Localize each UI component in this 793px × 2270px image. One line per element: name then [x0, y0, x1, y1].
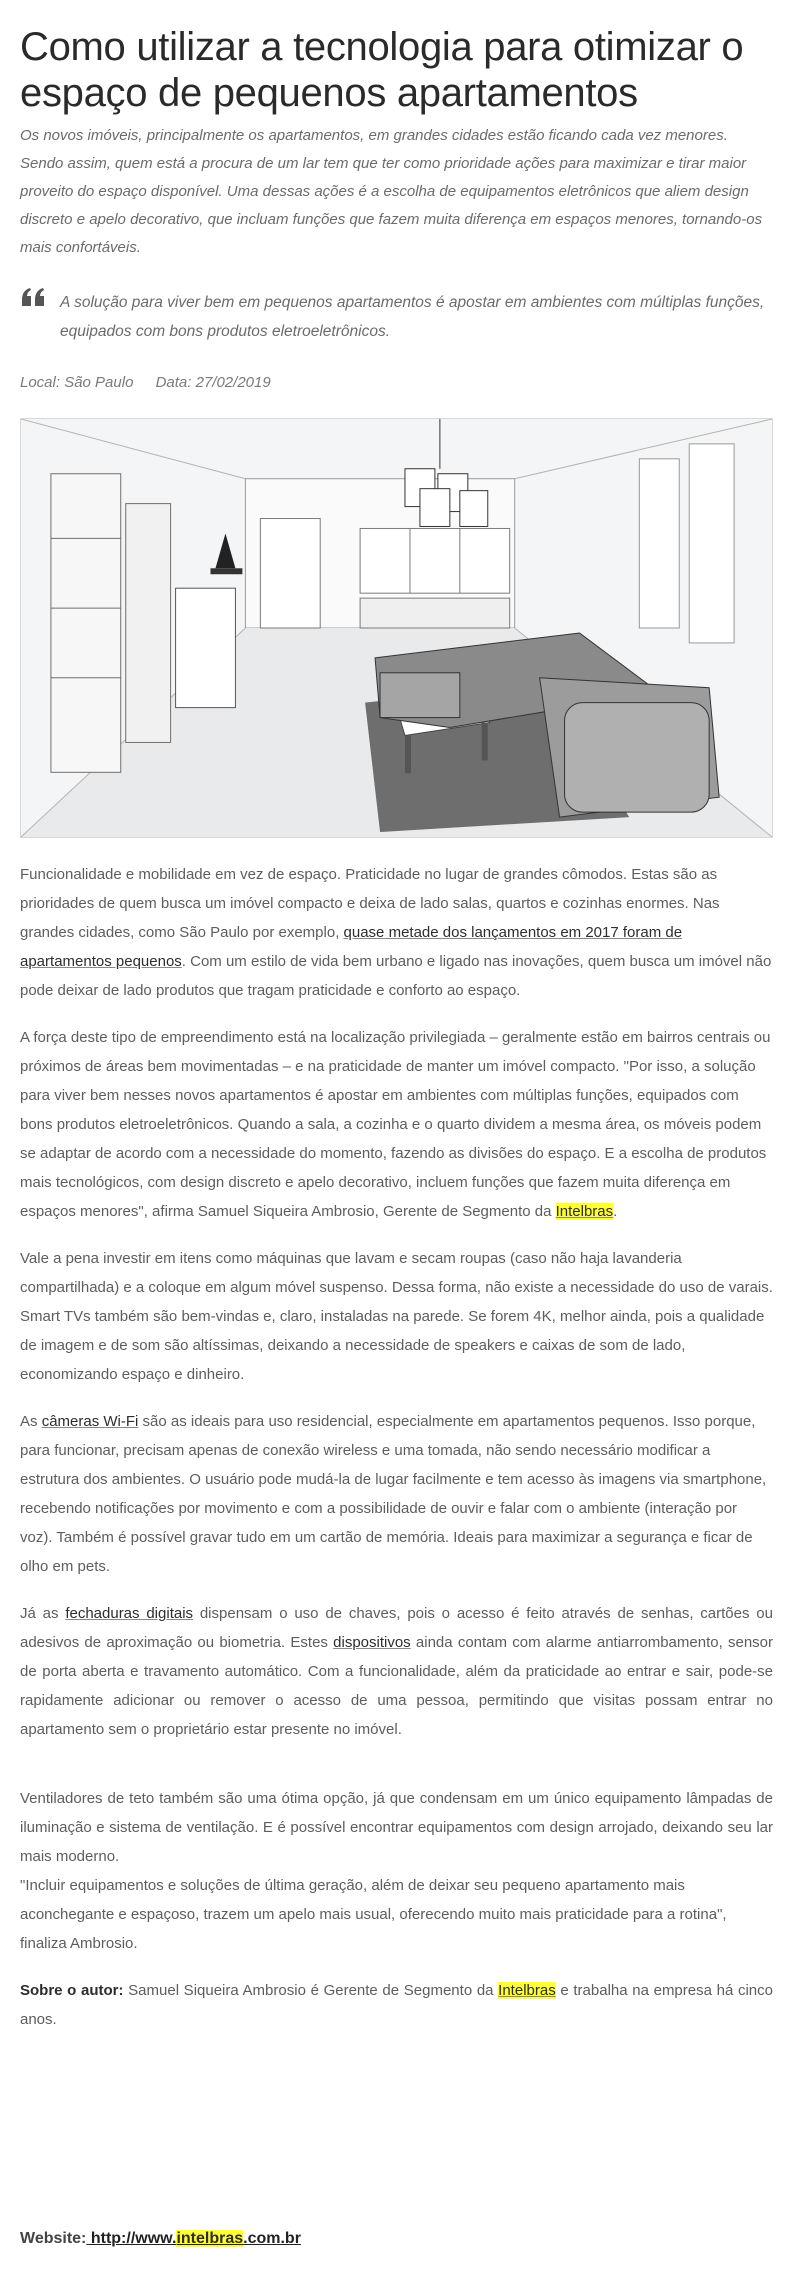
article-lead: Os novos imóveis, principalmente os apartamentos, em grandes cidades estão ficando cada vez menores. Sendo assim, quem está a procura de um lar tem que ter como prioridade ações para maximizar e tirar maior proveito do espaço disponível. Uma dessas ações é a escolha de equipamentos eletrônicos que aliem design discreto e apelo decorativo, que incluam funções que fazem muita diferença em espaços menores, tornando-os mais confortáveis.: [20, 127, 763, 256]
footer-website: [20, 2230, 301, 2248]
link-cameras-wifi[interactable]: câmeras Wi-Fi: [41, 1413, 139, 1430]
paragraph-2-text-a: A força deste tipo de empreendimento está na localização privilegiada – geralmente estão em bairros centrais ou próximos de áreas bem movimentadas – e na praticidade de manter um imóvel compacto. "Por isso, a solução para viver bem nesses novos apartamentos é apostar em ambientes com múltiplas funções, equipados com bons produtos eletroeletrônicos. Quando a sala, a cozinha e o quarto dividem a mesma área, os móveis podem se adaptar de acordo com a necessidade do momento, fazendo as divisões do espaço. E a escolha de produtos mais tecnológicos, com design discreto e apelo decorativo, incluem funções que fazem muita diferença em espaços menores", afirma Samuel Siqueira Ambrosio, Gerente de Segmento da: [20, 1029, 771, 1220]
pull-quote: [20, 288, 773, 346]
paragraph-2: [20, 1023, 773, 1226]
footer-label: Website:: [20, 2230, 87, 2247]
footer-url-suffix: .com.br: [243, 2230, 301, 2247]
article-title: Como utilizar a tecnologia para otimizar o espaço de pequenos apartamentos: [20, 25, 744, 115]
author-label: Sobre o autor:: [20, 1982, 124, 1999]
article-body: [20, 860, 773, 2034]
footer-url-prefix: http://www.: [86, 2230, 177, 2247]
paragraph-7: "Incluir equipamentos e soluções de última geração, além de deixar seu pequeno apartamento mais aconchegante e espaçoso, trazem um apelo mais usual, oferecendo muito mais praticidade para a rotina", finaliza Ambrosio.: [20, 1877, 727, 1952]
link-lancamentos[interactable]: quase metade dos lançamentos em 2017 foram de apartamentos pequenos: [20, 924, 683, 970]
pull-quote-text: A solução para viver bem em pequenos apartamentos é apostar em ambientes com múltiplas funções, equipados com bons produtos eletroeletrônicos.: [60, 294, 765, 340]
paragraph-1-text-b: . Com um estilo de vida bem urbano e ligado nas inovações, quem busca um imóvel não pode deixar de lado produtos que tragam praticidade e conforto ao espaço.: [20, 953, 772, 999]
link-intelbras[interactable]: Intelbras: [555, 1203, 614, 1220]
meta-location: Local: São Paulo: [20, 374, 134, 391]
paragraph-3: Vale a pena investir em itens como máquinas que lavam e secam roupas (caso não haja lavanderia compartilhada) e a coloque em algum móvel suspenso. Dessa forma, não existe a necessidade do uso de varais. Smart TVs também são bem-vindas e, claro, instaladas na parede. Se forem 4K, melhor ainda, pois a qualidade de imagem e de som são altíssimas, deixando a necessidade de speakers e caixas de som de lado, economizando espaço e dinheiro.: [20, 1250, 773, 1383]
link-fechaduras-digitais[interactable]: fechaduras digitais: [65, 1605, 194, 1622]
article-meta: [20, 372, 773, 394]
author-text-b: e trabalha na empresa há cinco anos.: [20, 1982, 773, 2028]
paragraph-4: [20, 1407, 773, 1581]
paragraph-5-text-a: Já as: [20, 1605, 66, 1622]
paragraph-5: [20, 1599, 773, 1744]
author-note: [20, 1976, 773, 2034]
paragraph-2-text-b: .: [613, 1203, 618, 1220]
paragraph-4-text-b: são as ideais para uso residencial, especialmente em apartamentos pequenos. Isso porque, para funcionar, precisam apenas de conexão wireless e uma tomada, não sendo necessário modificar a estrutura dos ambientes. O usuário pode mudá-la de lugar facilmente e tem acesso às imagens via smartphone, recebendo notificações por movimento e com a possibilidade de ouvir e falar com o ambiente (interação por voz). Também é possível gravar tudo em um cartão de memória. Ideais para maximizar a segurança e ficar de olho em pets.: [20, 1413, 767, 1575]
quote-icon: [20, 284, 48, 314]
paragraph-5-text-c: ainda contam com alarme antiarrombamento, sensor de porta aberta e travamento automático. Com a funcionalidade, além da praticidade ao entrar e sair, pode-se rapidamente adicionar ou remover o acesso de uma pessoa, permitindo que visitas possam entrar no apartamento sem o proprietário estar presente no imóvel.: [20, 1634, 773, 1738]
paragraph-1: [20, 860, 773, 1005]
paragraph-5-text-b: dispensam o uso de chaves, pois o acesso é feito através de senhas, cartões ou adesivos de aproximação ou biometria. Estes: [20, 1605, 773, 1651]
paragraph-4-text-a: As: [20, 1413, 42, 1430]
author-text-a: Samuel Siqueira Ambrosio é Gerente de Segmento da: [123, 1982, 499, 1999]
link-dispositivos[interactable]: dispositivos: [333, 1634, 411, 1651]
meta-date: Data: 27/02/2019: [155, 374, 271, 391]
article-photo: [20, 418, 773, 838]
paragraph-1-text-a: Funcionalidade e mobilidade em vez de espaço. Praticidade no lugar de grandes cômodos. Estas são as prioridades de quem busca um imóvel compacto e deixa de lado salas, quartos e cozinhas enormes. Nas grandes cidades, como São Paulo por exemplo,: [20, 866, 720, 941]
footer-url-brand: intelbras: [176, 2230, 244, 2247]
footer-url[interactable]: [86, 2230, 301, 2247]
author-link-intelbras[interactable]: Intelbras: [498, 1982, 556, 1999]
paragraph-6: Ventiladores de teto também são uma ótima opção, já que condensam em um único equipamento lâmpadas de iluminação e sistema de ventilação. E é possível encontrar equipamentos com design arrojado, deixando seu lar mais moderno.: [20, 1790, 773, 1865]
